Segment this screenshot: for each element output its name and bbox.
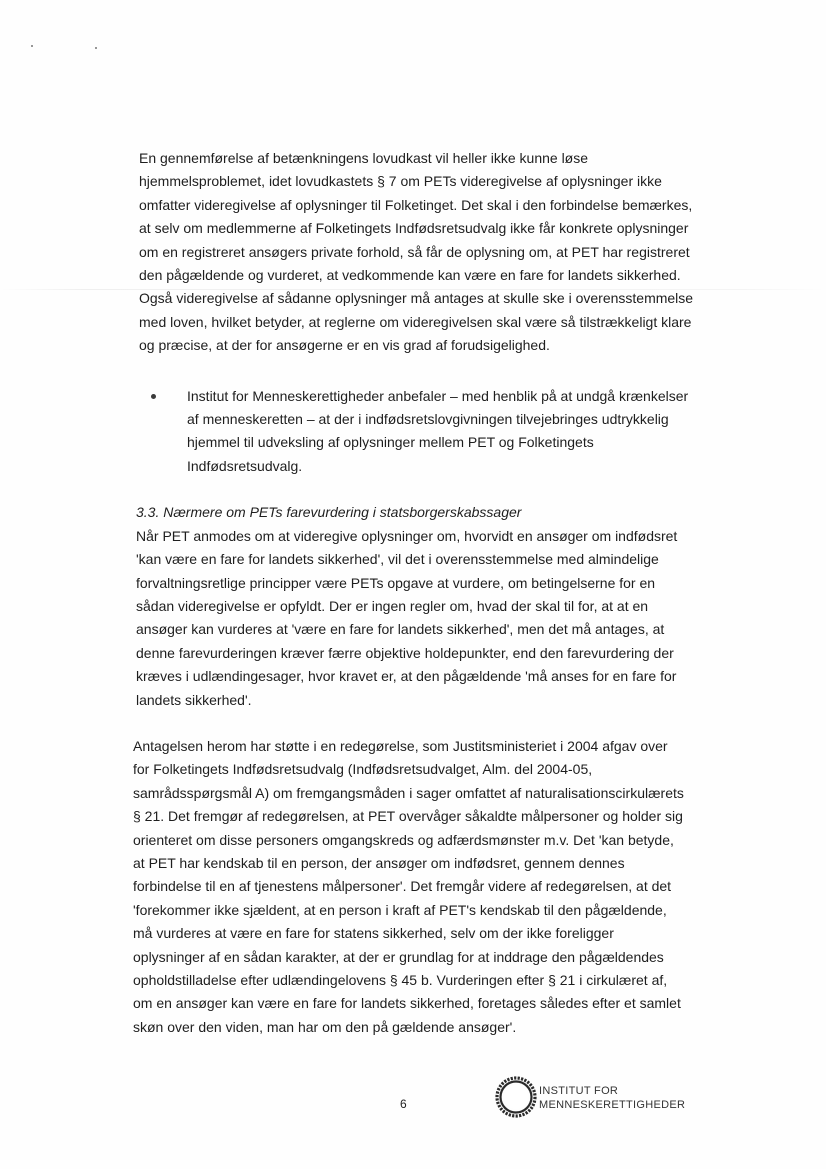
logo-line-2: MENNESKERETTIGHEDER xyxy=(539,1099,686,1111)
logo-line-1: INSTITUT FOR xyxy=(539,1085,619,1097)
recommendation-text: Institut for Menneskerettigheder anbefaler – med henblik på at undgå krænkelser af menneskeretten – at der i indfødsretslovgivningen tilvejebringes udtrykkelig hjemmel til udveksling af oplysninger mellem PET og Folketingets Indfødsretsudvalg. xyxy=(187,387,689,474)
circular-wreath-logo-icon xyxy=(495,1076,537,1118)
institution-logo-text xyxy=(539,1084,685,1112)
recommendation-bullet xyxy=(151,385,698,479)
scan-speck xyxy=(95,47,97,49)
bullet-point-icon xyxy=(151,385,187,479)
section-heading: 3.3. Nærmere om PETs farevurdering i statsborgerskabssager xyxy=(136,504,522,521)
paragraph-redegoerelse: Antagelsen herom har støtte i en redegørelse, som Justitsministeriet i 2004 afgav over for Folketingets Indfødsretsudvalg (Indfødsretsudvalget, Alm. del 2004-05, samrådsspørgsmål A) om fremgangsmåden i sager omfattet af naturalisationscirkulærets § 21. Det fremgør af redegørelsen, at PET overvåger såkaldte målpersoner og holder sig orienteret om disse personers omgangskreds og adfærdsmønster m.v. Det 'kan betyde, at PET har kendskab til en person, der ansøger om indfødsret, gennem dennes forbindelse til en af tjenestens målpersoner'. Det fremgår videre af redegørelsen, at det 'forekommer ikke sjældent, at en person i kraft af PET's kendskab til den pågældende, må vurderes at være en fare for statens sikkerhed, selv om der ikke foreligger oplysninger af en sådan karakter, at der er grundlag for at inddrage den pågældendes opholdstilladelse efter udlændingelovens § 45 b. Vurderingen efter § 21 i cirkulæret af, om en ansøger kan være en fare for landets sikkerhed, foretages således efter et samlet skøn over den viden, man har om den på gældende ansøger'. xyxy=(133,737,684,1035)
page-number: 6 xyxy=(400,1097,407,1111)
document-body xyxy=(133,147,698,1039)
paragraph-farevurdering: Når PET anmodes om at videregive oplysninger om, hvorvidt en ansøger om indfødsret 'kan være en fare for landets sikkerhed', vil det i overensstemmelse med almindelige forvaltningsretlige principper være PETs opgave at vurdere, om betingelserne for en sådan videregivelse er opfyldt. Der er ingen regler om, hvad der skal til for, at at en ansøger kan vurderes at 'være en fare for landets sikkerhed', men det må antages, at denne farevurderingen kræver færre objektive holdepunkter, end den farevurdering der kræves i udlændingesager, hvor kravet er, at den pågældende 'må anses for en fare for landets sikkerhed'. xyxy=(136,527,678,708)
paragraph-lovudkast: En gennemførelse af betænkningens lovudkast vil heller ikke kunne løse hjemmelsproblemet, idet lovudkastets § 7 om PETs videregivelse af oplysninger ikke omfatter videregivelse af oplysninger til Folketinget. Det skal i den forbindelse bemærkes, at selv om medlemmerne af Folketingets Indfødsretsudvalg ikke får konkrete oplysninger om en registreret ansøgers private forhold, så får de oplysning om, at PET har registreret den pågældende og vurderet, at vedkommende kan være en fare for landets sikkerhed. Også videregivelse af sådanne oplysninger må antages at skulle ske i overensstemmelse med loven, hvilket betyder, at reglerne om videregivelsen skal være så tilstrækkeligt klare og præcise, at der for ansøgerne er en vis grad af forudsigelighed. xyxy=(139,150,694,354)
scan-speck xyxy=(31,45,33,47)
